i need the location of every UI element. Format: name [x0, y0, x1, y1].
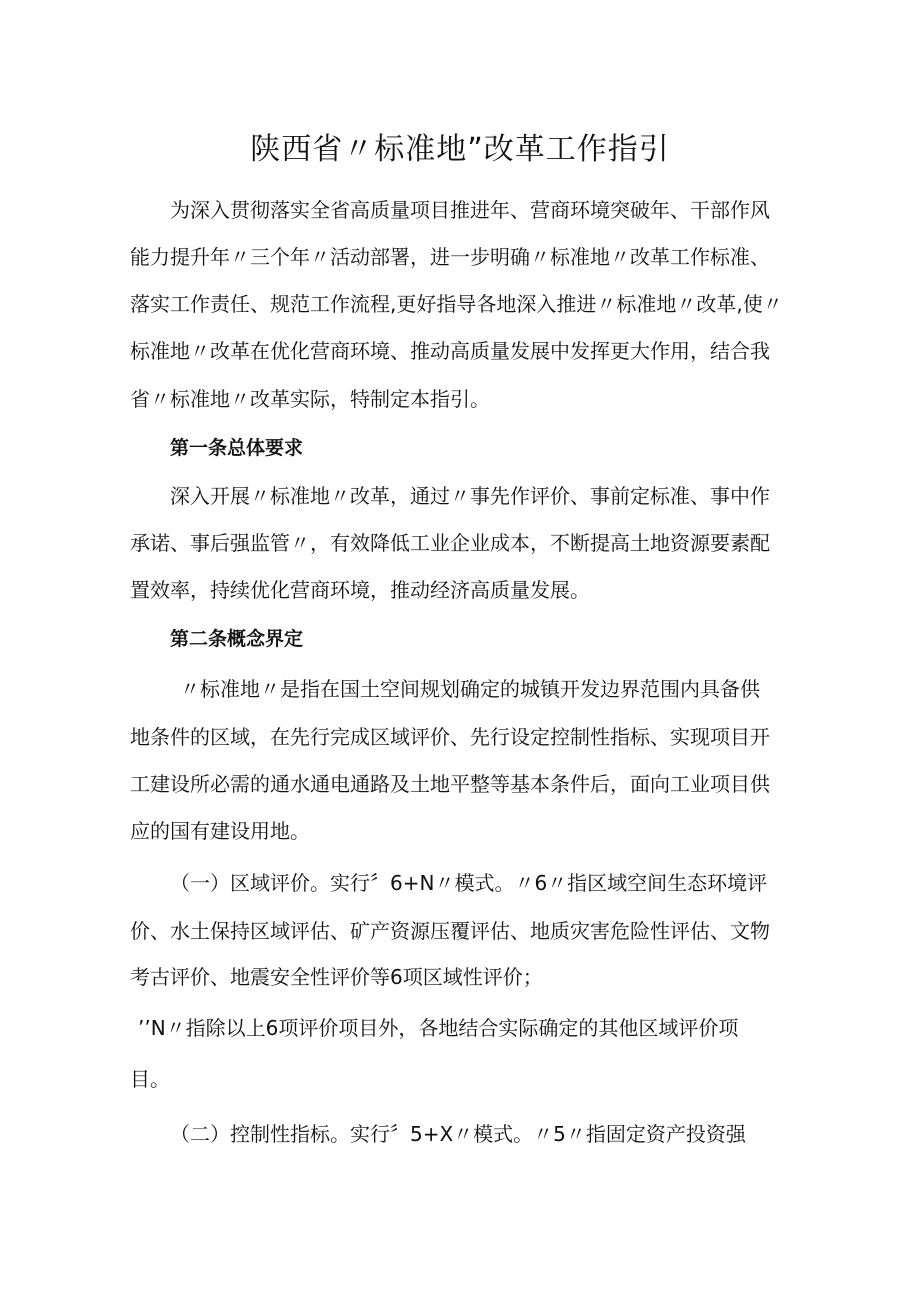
intro-line: 落实工作责任、规范工作流程,更好指导各地深入推进〃标准地〃改革,使〃 — [130, 292, 783, 316]
item1-line: （一）区域评价。实行〞6+N〃模式。〃6〃指区域空间生态环境评 — [170, 871, 768, 895]
definition-line: 应的国有建设用地。 — [130, 819, 310, 843]
article1-line: 深入开展〃标准地〃改革，通过〃事先作评价、事前定标准、事中作 — [170, 484, 770, 508]
intro-line: 为深入贯彻落实全省高质量项目推进年、营商环境突破年、干部作风 — [170, 198, 770, 222]
item1-line: 价、水土保持区域评估、矿产资源压覆评估、地质灾害危险性评估、文物 — [130, 919, 770, 943]
intro-line: 省〃标准地〃改革实际，特制定本指引。 — [130, 387, 490, 411]
item1-n-line: ’’N〃指除以上6项评价项目外，各地结合实际确定的其他区域评价项 — [138, 1016, 739, 1040]
item1-line: 考古评价、地震安全性评价等6项区域性评价； — [130, 965, 543, 989]
document-title: 陕西省〃标准地”改革工作指引 — [250, 132, 670, 167]
definition-line: 〃标准地〃是指在国土空间规划确定的城镇开发边界范围内具备供 — [180, 677, 760, 701]
item2-line: （二）控制性指标。实行〞5+X〃模式。〃5〃指固定资产投资强 — [170, 1122, 746, 1146]
article1-line: 置效率，持续优化营商环境，推动经济高质量发展。 — [130, 578, 590, 602]
intro-line: 标准地〃改革在优化营商环境、推动高质量发展中发挥更大作用，结合我 — [130, 339, 770, 363]
definition-line: 地条件的区域，在先行完成区域评价、先行设定控制性指标、实现项目开 — [130, 725, 770, 749]
article1-heading: 第一条总体要求 — [170, 437, 304, 459]
article1-line: 承诺、事后强监管〃，有效降低工业企业成本，不断提高土地资源要素配 — [130, 531, 770, 555]
article2-heading: 第二条概念界定 — [170, 628, 304, 650]
intro-line: 能力提升年〃三个年〃活动部署，进一步明确〃标准地〃改革工作标准、 — [130, 245, 770, 269]
item1-n-line: 目。 — [130, 1067, 170, 1091]
definition-line: 工建设所必需的通水通电通路及土地平整等基本条件后，面向工业项目供 — [130, 772, 770, 796]
